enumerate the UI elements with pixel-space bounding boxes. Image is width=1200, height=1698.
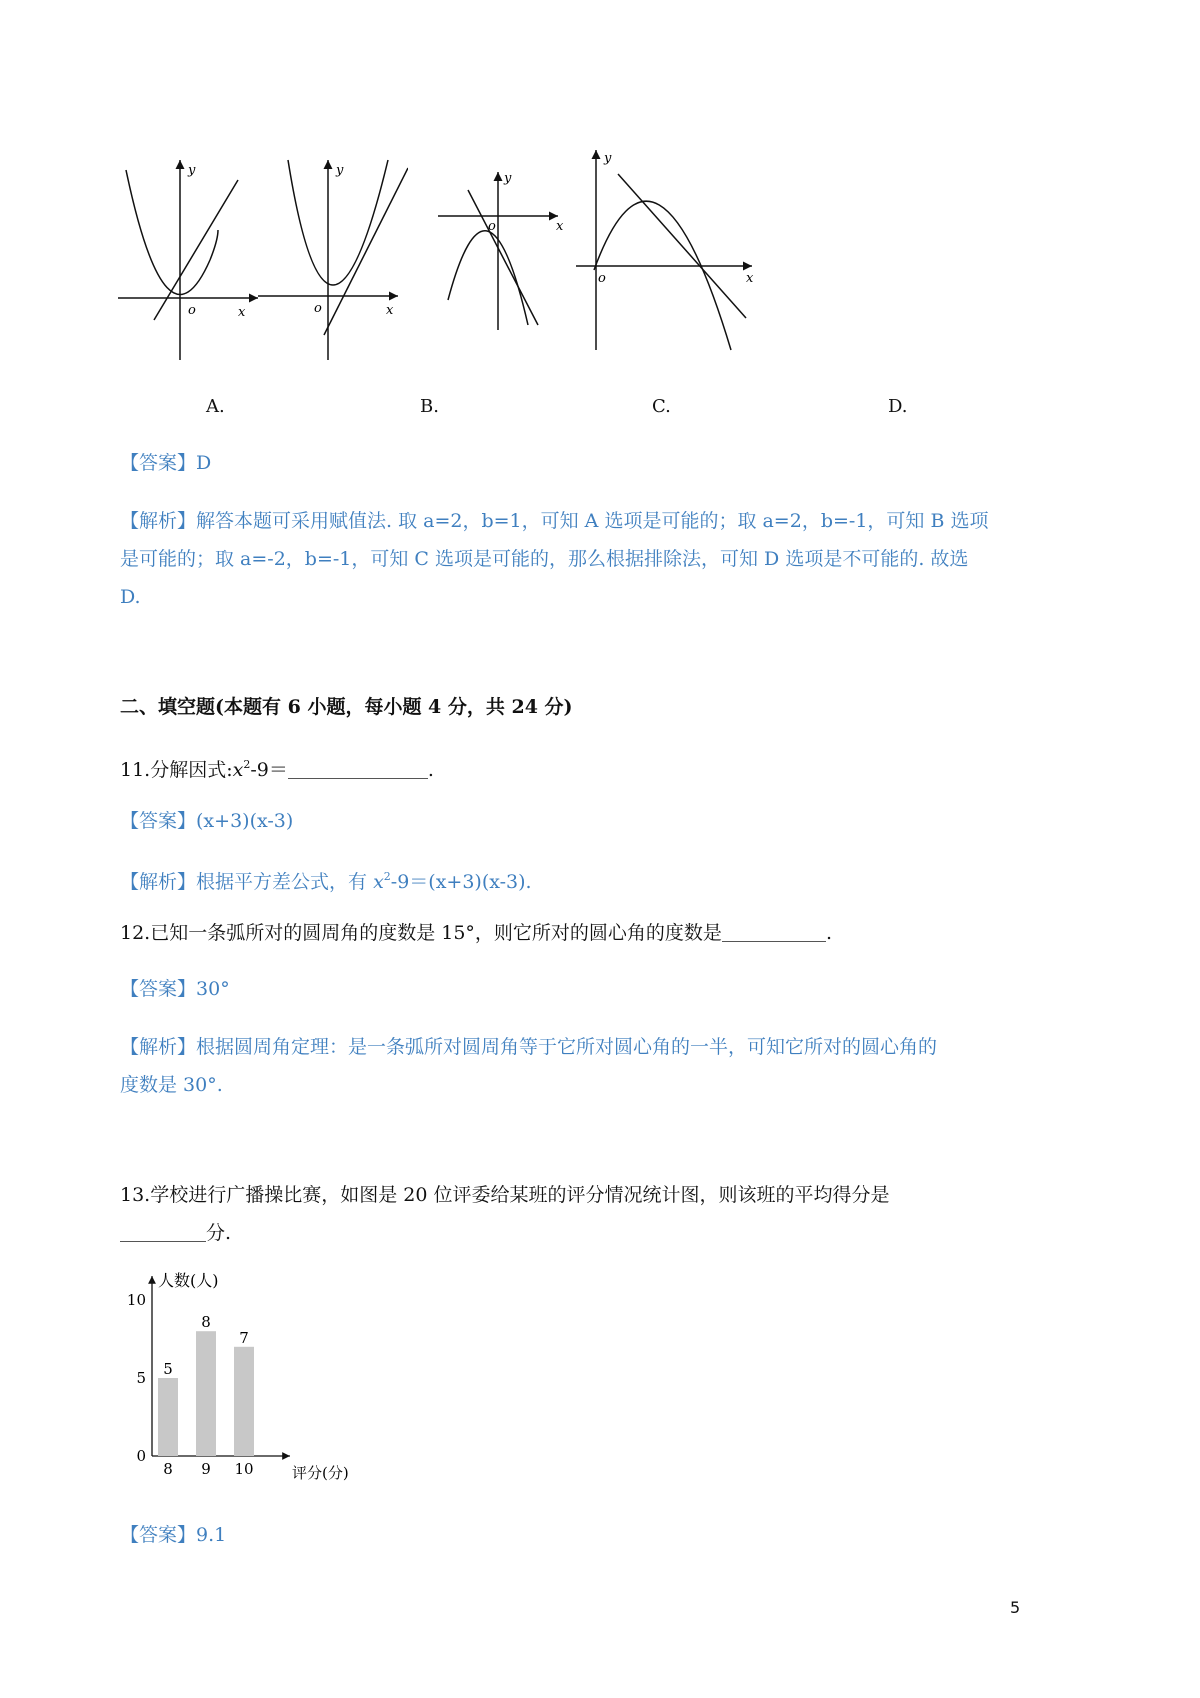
q12-stem: 12.已知一条弧所对的圆周角的度数是 15°，则它所对的圆心角的度数是 . — [120, 914, 1040, 952]
answer-blank[interactable] — [722, 919, 826, 942]
q11-stem: 11.分解因式$:x^2-9=$ . — [120, 758, 434, 781]
bar — [158, 1378, 178, 1456]
page-number: 5 — [1010, 1598, 1021, 1617]
score-bar-chart — [118, 1270, 378, 1500]
x-axis-label: 评分(分) — [292, 1464, 349, 1482]
graph-c — [438, 150, 578, 360]
graph-b — [258, 150, 408, 360]
x-tick-label: 9 — [201, 1460, 211, 1478]
option-b-label: B. — [420, 396, 439, 417]
option-c-label: C. — [652, 396, 671, 417]
origin-label: o — [188, 303, 196, 318]
section-heading: 二、填空题(本题有 6 小题，每小题 4 分，共 24 分) — [120, 696, 573, 718]
bar-value-label: 7 — [239, 1328, 249, 1347]
q11-analysis: 【解析】根据平方差公式，有 $x^2-9=(x+3)(x-3)$. — [120, 870, 532, 893]
option-d-label: D. — [888, 396, 908, 417]
y-label: y — [336, 163, 344, 178]
y-tick-label: 10 — [126, 1291, 146, 1309]
origin-label: o — [488, 219, 496, 234]
x-label: x — [556, 219, 564, 234]
q12-answer: 【答案】30° — [120, 978, 230, 1000]
bar — [234, 1347, 254, 1456]
x-label: x — [386, 303, 394, 318]
q11-answer: 【答案】(x+3)(x-3) — [120, 810, 294, 832]
x-label: x — [238, 305, 246, 320]
y-label: y — [188, 163, 196, 178]
x-tick-label: 10 — [234, 1460, 254, 1478]
y-label: y — [604, 151, 612, 166]
bar-value-label: 5 — [163, 1360, 173, 1378]
q13-stem: 13.学校进行广播操比赛，如图是 20 位评委给某班的评分情况统计图，则该班的平均得分是 分. — [120, 1184, 890, 1244]
y-axis-label: 人数(人) — [158, 1271, 219, 1290]
answer-blank[interactable] — [120, 1219, 206, 1242]
x-label: x — [746, 271, 754, 286]
answer-blank[interactable] — [288, 756, 428, 779]
origin-label: o — [314, 301, 322, 316]
q13-answer: 【答案】9.1 — [120, 1524, 227, 1546]
q12-analysis: 【解析】根据圆周角定理：是一条弧所对圆周角等于它所对圆心角的一半，可知它所对的圆心角的 度数是 30°. — [120, 1036, 938, 1096]
q10-answer: 【答案】D — [120, 452, 212, 474]
origin-label: o — [598, 271, 606, 286]
option-a-label: A. — [206, 396, 225, 417]
graph-d — [576, 150, 766, 360]
bar-value-label: 8 — [201, 1313, 211, 1332]
x-tick-label: 8 — [163, 1460, 173, 1478]
y-tick-label: 5 — [136, 1369, 146, 1387]
y-tick-label: 0 — [136, 1447, 146, 1465]
option-graphs — [118, 150, 838, 360]
q10-analysis: 【解析】解答本题可采用赋值法. 取 a=2，b=1，可知 A 选项是可能的；取 a=2，b=-1，可知 B 选项 是可能的；取 a=-2，b=-1，可知 C 选项是可能的，那么根据排除法，可知 D 选项是不可能的. 故选 D. — [120, 510, 989, 608]
y-label: y — [504, 171, 512, 186]
bar — [196, 1331, 216, 1456]
graph-a — [118, 150, 268, 360]
